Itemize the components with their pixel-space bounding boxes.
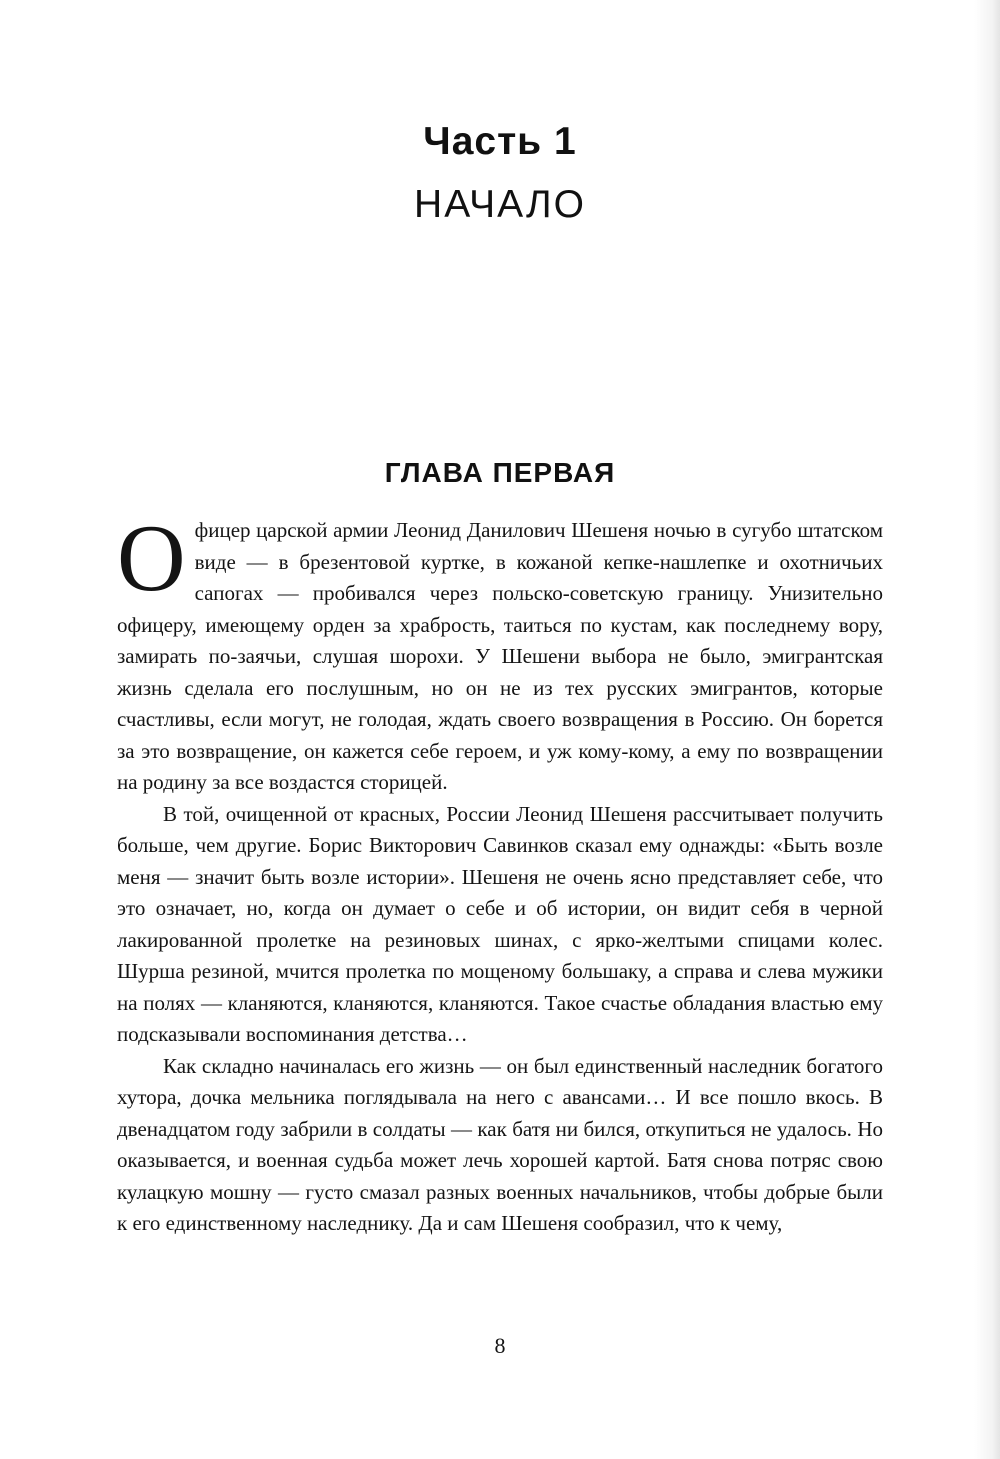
- drop-cap: О: [117, 505, 186, 611]
- chapter-title: ГЛАВА ПЕРВАЯ: [384, 457, 616, 488]
- page-number: 8: [494, 1333, 506, 1358]
- part-subtitle: НАЧАЛО: [414, 183, 586, 226]
- part-title: Часть 1: [423, 120, 577, 163]
- paragraph: В той, очищенной от красных, России Леонид Шешеня рассчитывает получить больше, чем другие. Борис Викторович Савинков сказал ему однажды: «Быть возле меня — значит быть возле истории». Шешеня не очень ясно представляет себе, что это означает, но, когда он думает о себе и об истории, он видит себя в черной лакированной пролетке на резиновых шинах, с ярко-желтыми спицами колес. Шурша резиной, мчится пролетка по мощеному большаку, а справа и слева мужики на полях — кланяются, кланяются, кланяются. Такое счастье обладания властью ему подсказывали воспоминания детства…: [117, 801, 883, 1046]
- paragraph: Как складно начиналась его жизнь — он был единственный наследник богатого хутора, дочка мельника поглядывала на него с авансами… И все пошло вкось. В двенадцатом году забрили в солдаты — как батя ни бился, откупиться не удалось. Но оказывается, и военная судьба может лечь хорошей картой. Батя снова потряс свою кулацкую мошну — густо смазал разных военных начальников, чтобы добрые были к его единственному наследнику. Да и сам Шешеня сообразил, что к чему,: [117, 1053, 883, 1235]
- part-header: [0, 122, 1000, 224]
- body-text: [117, 505, 883, 1240]
- paragraph-first: [117, 505, 883, 799]
- paragraph-text: фицер царской армии Леонид Данилович Шешеня ночью в сугубо штатском виде — в брезентовой куртке, в кожаной кепке-нашлепке и охотничьих сапогах — пробивался через польско-советскую границу. Унизительно офицеру, имеющему орден за храбрость, таиться по кустам, как последнему вору, замирать по-заячьи, слушая шорохи. У Шешени выбора не было, эмигрантская жизнь сделала его послушным, но он не из тех русских эмигрантов, которые счастливы, если могут, не голодая, ждать своего возвращения в Россию. Он борется за это возвращение, он кажется себе героем, и уж кому-кому, а ему по возвращении на родину за все воздастся сторицей.: [117, 518, 883, 794]
